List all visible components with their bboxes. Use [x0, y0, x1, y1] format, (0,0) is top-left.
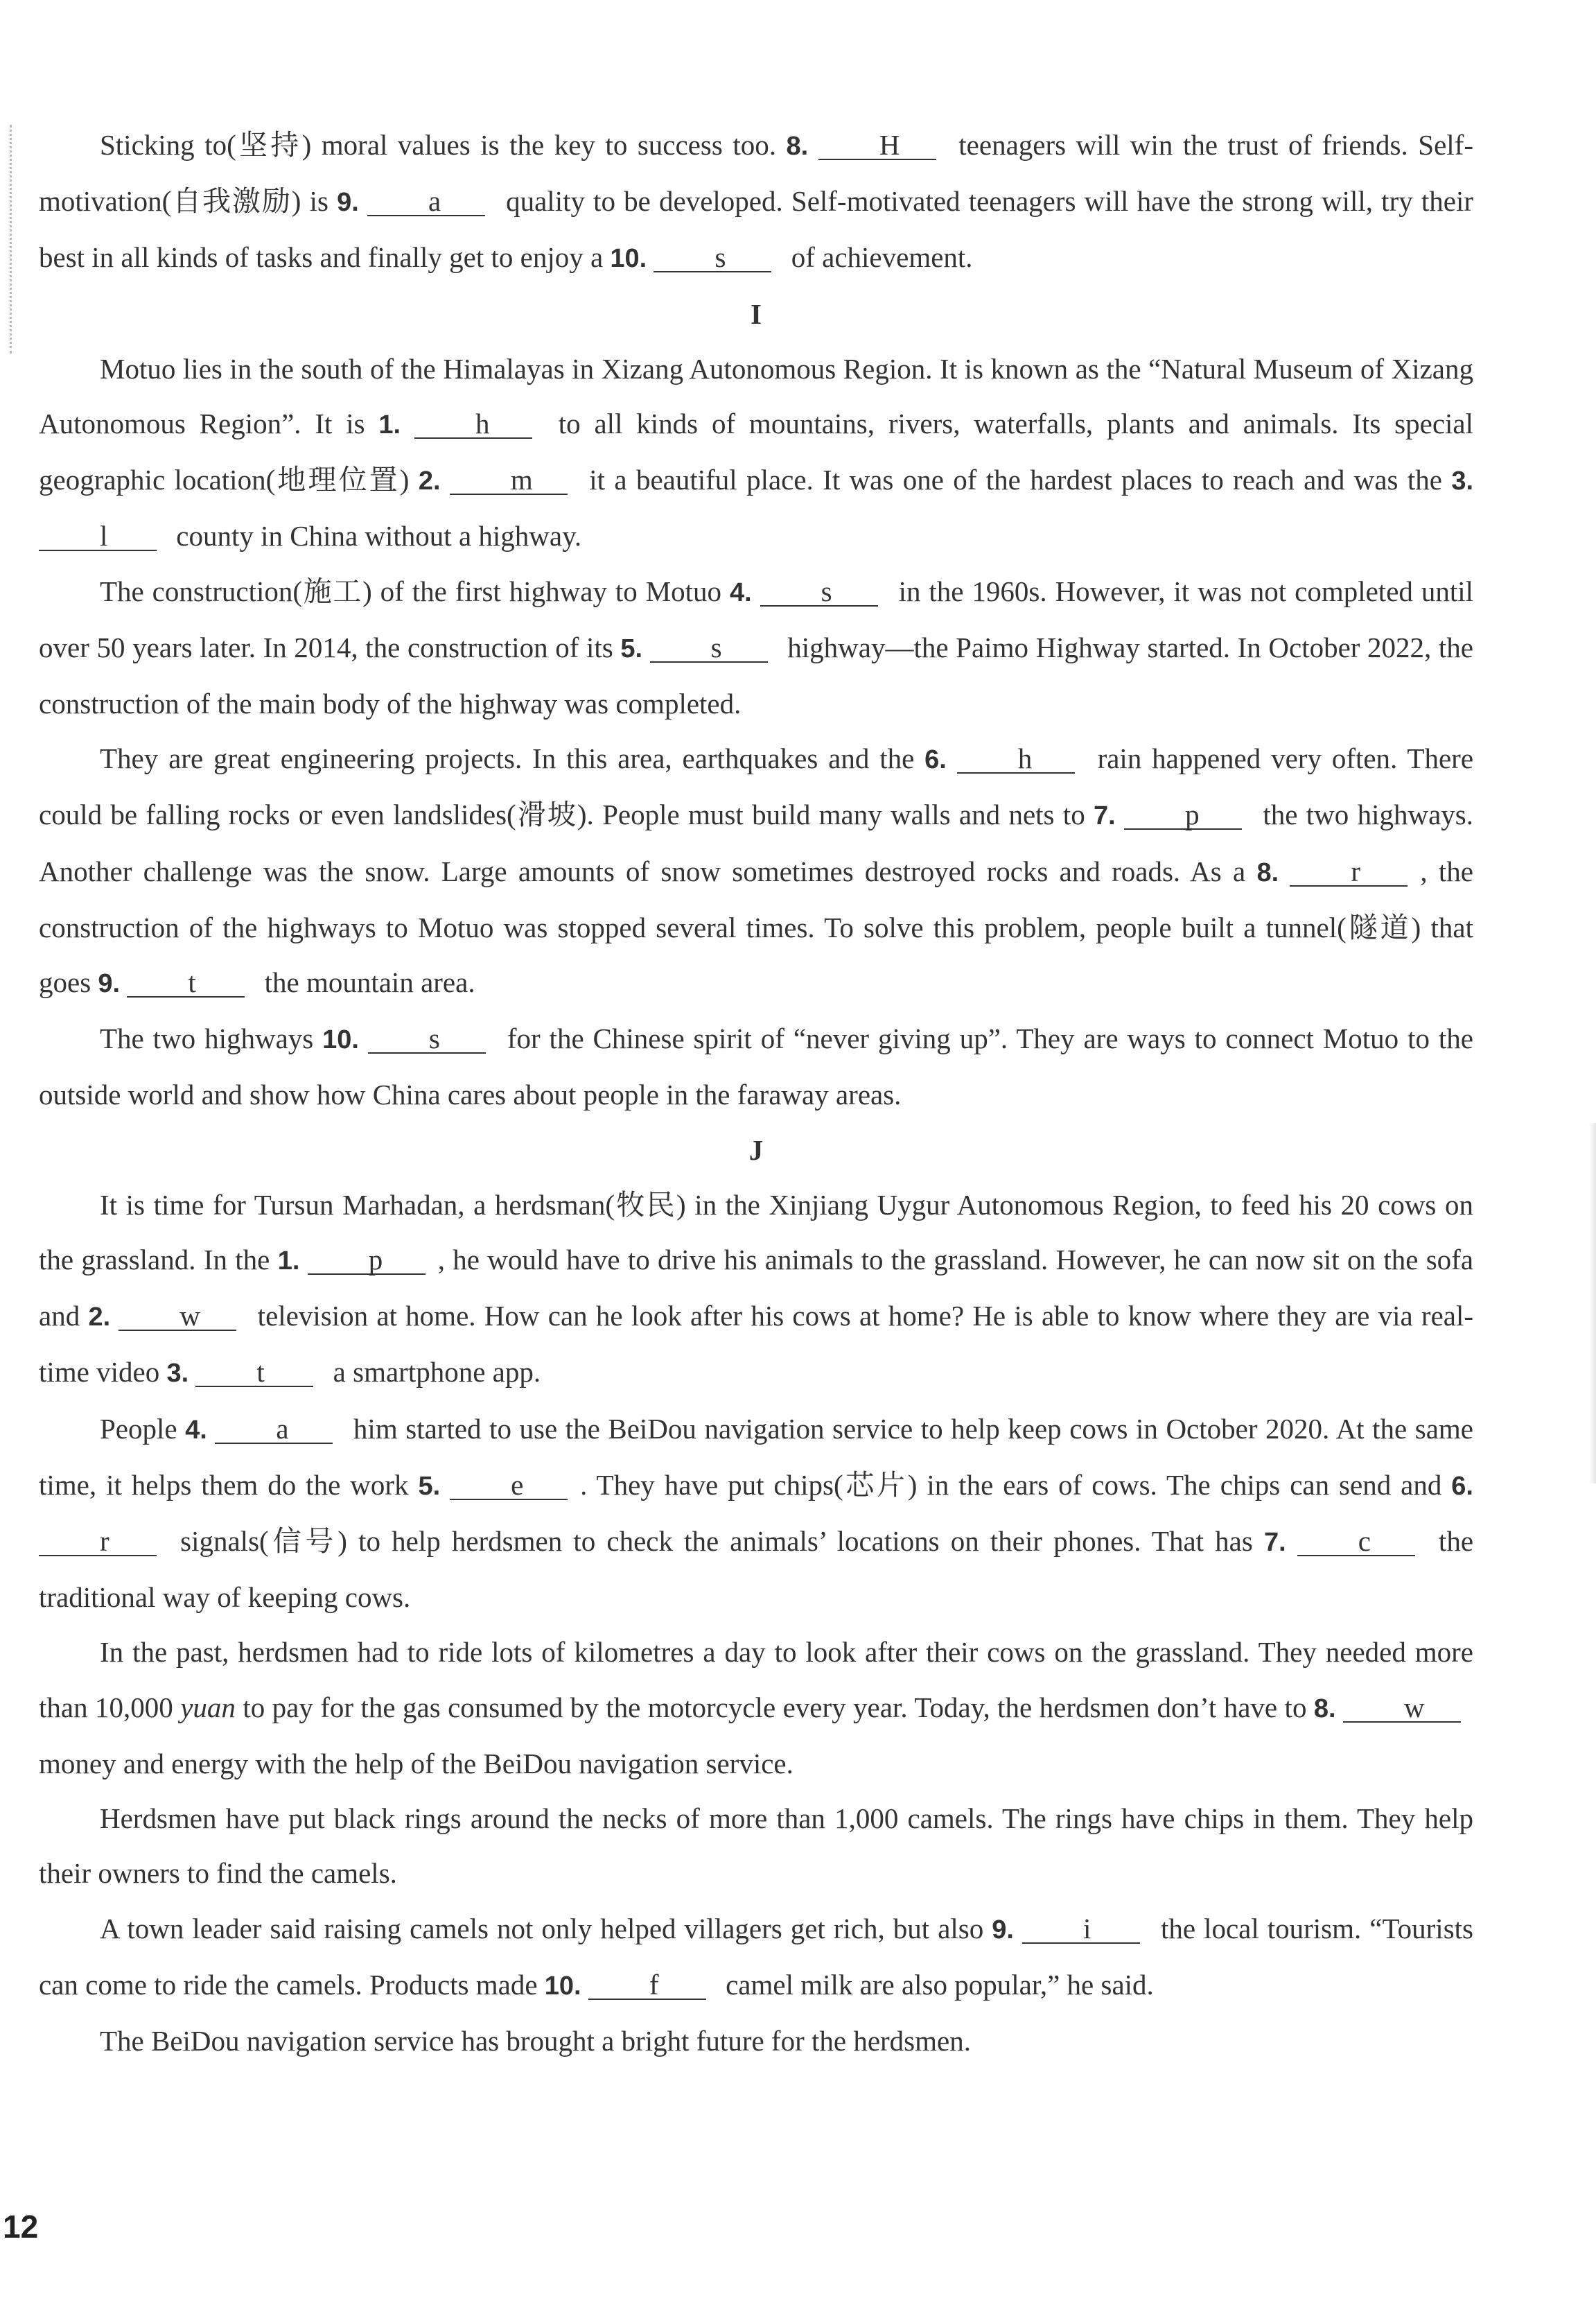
passage-text: the traditional way of keeping cows. [39, 1525, 1474, 1614]
passage-text: The construction(施工) of the first highway to Motuo [100, 575, 730, 607]
passage-text: A town leader said raising camels not only helped villagers get rich, but also [100, 1912, 992, 1944]
passage-text: The two highways [100, 1022, 323, 1055]
passage-text: it a beautiful place. It was one of the hardest places to reach and was the [579, 464, 1452, 496]
answer-blank[interactable]: p [1124, 801, 1242, 830]
question-number: 2. [418, 467, 441, 496]
answer-blank[interactable]: r [1290, 858, 1408, 887]
passage-text [359, 1022, 368, 1054]
question-number: 8. [1313, 1694, 1336, 1723]
passage-text [1286, 1525, 1297, 1557]
passage-text: Motuo lies in the south of the Himalayas in Xizang Autonomous Region. It is known as the “Natural Museum of Xizang Autonomous Region”. It is [39, 352, 1473, 440]
passage-text: in the 1960s. However, it was not completed until over 50 years later. In 2014, the construction of its [39, 575, 1474, 663]
section-j-heading: J [748, 1133, 764, 1166]
passage-text [120, 966, 127, 998]
passage-paragraph [39, 1402, 1473, 1626]
passage-paragraph [39, 1625, 1473, 1791]
passage-text: In the past, herdsmen had to ride lots of kilometres a day to look after their cows on the grassland. They needed more than 10,000 [39, 1636, 1473, 1723]
answer-blank[interactable]: e [450, 1471, 568, 1500]
passage-text: a smartphone app. [326, 1356, 541, 1389]
passage-text [808, 129, 818, 161]
passage-text [947, 742, 957, 774]
answer-blank[interactable]: s [368, 1025, 486, 1054]
passage-paragraph [39, 1011, 1473, 1122]
passage-text: highway—the Paimo Highway started. In October 2022, the construction of the main body of the highway was completed. [39, 631, 1474, 720]
passage-text: the local tourism. “Tourists can come to ride the camels. Products made [39, 1912, 1474, 2001]
passage-text [401, 408, 414, 439]
passage-text [440, 1469, 450, 1501]
passage-text: , he would have to drive his animals to the grassland. However, he can now sit on the sofa and [39, 1244, 1474, 1332]
passage-paragraph [39, 564, 1473, 732]
passage-text: him started to use the BeiDou navigation service to help keep cows in October 2020. At the same time, it helps them do the work [39, 1412, 1473, 1501]
answer-blank[interactable]: f [588, 1971, 706, 2000]
scan-edge-shadow [1589, 1123, 1596, 1483]
question-number: 10. [610, 244, 647, 274]
passage-text [752, 575, 760, 607]
question-number: 4. [185, 1415, 207, 1445]
question-number: 8. [786, 132, 809, 161]
answer-blank[interactable]: c [1297, 1527, 1415, 1556]
answer-blank[interactable]: s [760, 577, 878, 607]
passage-text [1116, 799, 1124, 830]
binding-margin-dots [10, 125, 12, 354]
question-number: 6. [1451, 1471, 1473, 1501]
passage-text: county in China without a highway. [169, 520, 582, 552]
passage-text: . They have put chips(芯片) in the ears of cows. The chips can send and [580, 1468, 1452, 1501]
question-number: 4. [730, 577, 752, 607]
passage-paragraph [39, 731, 1473, 1011]
answer-blank[interactable]: H [818, 131, 936, 160]
passage-text [207, 1413, 216, 1445]
question-number: 9. [337, 188, 359, 218]
passage-text: of achievement. [784, 241, 973, 274]
passage-paragraph [39, 1178, 1473, 1402]
passage-text: quality to be developed. Self-motivated teenagers will have the strong will, try their best in all kinds of tasks and finally get to enjoy a [39, 185, 1473, 274]
passage-text [441, 464, 450, 496]
passage-text [1336, 1691, 1343, 1723]
passage-text: signals(信号) to help herdsmen to check the animals’ locations on their phones. That has [169, 1525, 1264, 1558]
passage-text: , the construction of the highways to Motuo was stopped several times. To solve this problem, people built a tunnel(隧道) that goes [39, 855, 1474, 999]
answer-blank[interactable]: t [127, 968, 245, 998]
passage-text: rain happened very often. There could be falling rocks or even landslides(滑坡). People must build many walls and nets to [39, 742, 1474, 831]
passage-text: the two highways. Another challenge was the snow. Large amounts of snow sometimes destroyed rocks and roads. As a [39, 799, 1474, 887]
passage-text: The BeiDou navigation service has brought a bright future for the herdsmen. [100, 2024, 971, 2057]
answer-blank[interactable]: t [195, 1358, 313, 1387]
passage-text [647, 241, 654, 273]
passage-text: television at home. How can he look after his cows at home? He is able to know where they are via real-time video [39, 1300, 1474, 1389]
passage-text: camel milk are also popular,” he said. [718, 1968, 1154, 2001]
answer-blank[interactable]: s [654, 243, 771, 272]
passage-text: the mountain area. [257, 966, 475, 999]
page-number: 12 [3, 2209, 39, 2245]
passage-text: to pay for the gas consumed by the motorcycle every year. Today, the herdsmen don’t have to [235, 1691, 1314, 1723]
passage-text [581, 1969, 588, 2001]
question-number: 10. [544, 1971, 581, 2001]
answer-blank[interactable]: i [1022, 1915, 1140, 1944]
passage-text [188, 1356, 195, 1388]
question-number: 5. [620, 634, 643, 663]
passage-text: Sticking to(坚持) moral values is the key to success too. [100, 129, 787, 161]
passage-text [642, 632, 650, 663]
question-number: 5. [418, 1471, 441, 1501]
passage-content [39, 118, 1473, 2069]
answer-blank[interactable]: r [39, 1527, 157, 1556]
answer-blank[interactable]: w [119, 1302, 236, 1331]
question-number: 8. [1256, 858, 1279, 887]
passage-text: They are great engineering projects. In this area, earthquakes and the [100, 742, 925, 775]
question-number: 7. [1094, 801, 1116, 831]
question-number: 1. [277, 1246, 300, 1276]
passage-text: It is time for Tursun Marhadan, a herdsman(牧民) in the Xinjiang Uygur Autonomous Region, to feed his 20 cows on the grassland. In the [39, 1188, 1473, 1276]
passage-paragraph [39, 2014, 1473, 2069]
question-number: 7. [1263, 1528, 1286, 1558]
passage-text [110, 1300, 119, 1332]
section-i-heading: I [751, 297, 762, 330]
answer-blank[interactable]: a [215, 1415, 333, 1444]
continuation-paragraph [39, 118, 1473, 287]
question-number: 9. [98, 969, 121, 999]
question-number: 1. [378, 410, 401, 440]
passage-text: teenagers will win the trust of friends. Self-motivation(自我激励) is [39, 129, 1473, 218]
passage-text: Herdsmen have put black rings around the necks of more than 1,000 camels. The rings have chips in them. They help their owners to find the camels. [39, 1802, 1473, 1890]
italic-text: yuan [180, 1691, 236, 1723]
answer-blank[interactable]: m [450, 466, 568, 495]
passage-text: money and energy with the help of the BeiDou navigation service. [39, 1747, 793, 1779]
answer-blank[interactable]: l [39, 522, 157, 551]
question-number: 3. [1451, 467, 1474, 496]
passage-text: to all kinds of mountains, rivers, waterfalls, plants and animals. Its special geographic location(地理位置) [39, 408, 1473, 496]
passage-text [359, 185, 367, 217]
passage-paragraph [39, 1791, 1473, 1901]
passage-text: People [100, 1412, 186, 1445]
question-number: 3. [166, 1359, 189, 1389]
passage-paragraph [39, 342, 1473, 564]
passage-paragraph [39, 1901, 1473, 2014]
answer-blank[interactable]: w [1343, 1694, 1461, 1723]
passage-text [299, 1244, 307, 1276]
question-number: 6. [924, 745, 947, 775]
answer-blank[interactable]: p [308, 1246, 426, 1275]
answer-blank[interactable]: a [367, 187, 485, 216]
answer-blank[interactable]: h [414, 410, 532, 439]
question-number: 10. [322, 1025, 359, 1055]
section-j-passage [39, 1178, 1473, 2069]
passage-text [1014, 1913, 1022, 1944]
passage-text [1279, 855, 1290, 887]
passage-text: for the Chinese spirit of “never giving up”. They are ways to connect Motuo to the outside world and show how China cares about people in the faraway areas. [39, 1022, 1473, 1111]
answer-blank[interactable]: h [957, 745, 1075, 774]
question-number: 9. [992, 1915, 1014, 1944]
question-number: 2. [88, 1303, 111, 1332]
answer-blank[interactable]: s [650, 634, 768, 663]
section-i-passage [39, 342, 1473, 1123]
